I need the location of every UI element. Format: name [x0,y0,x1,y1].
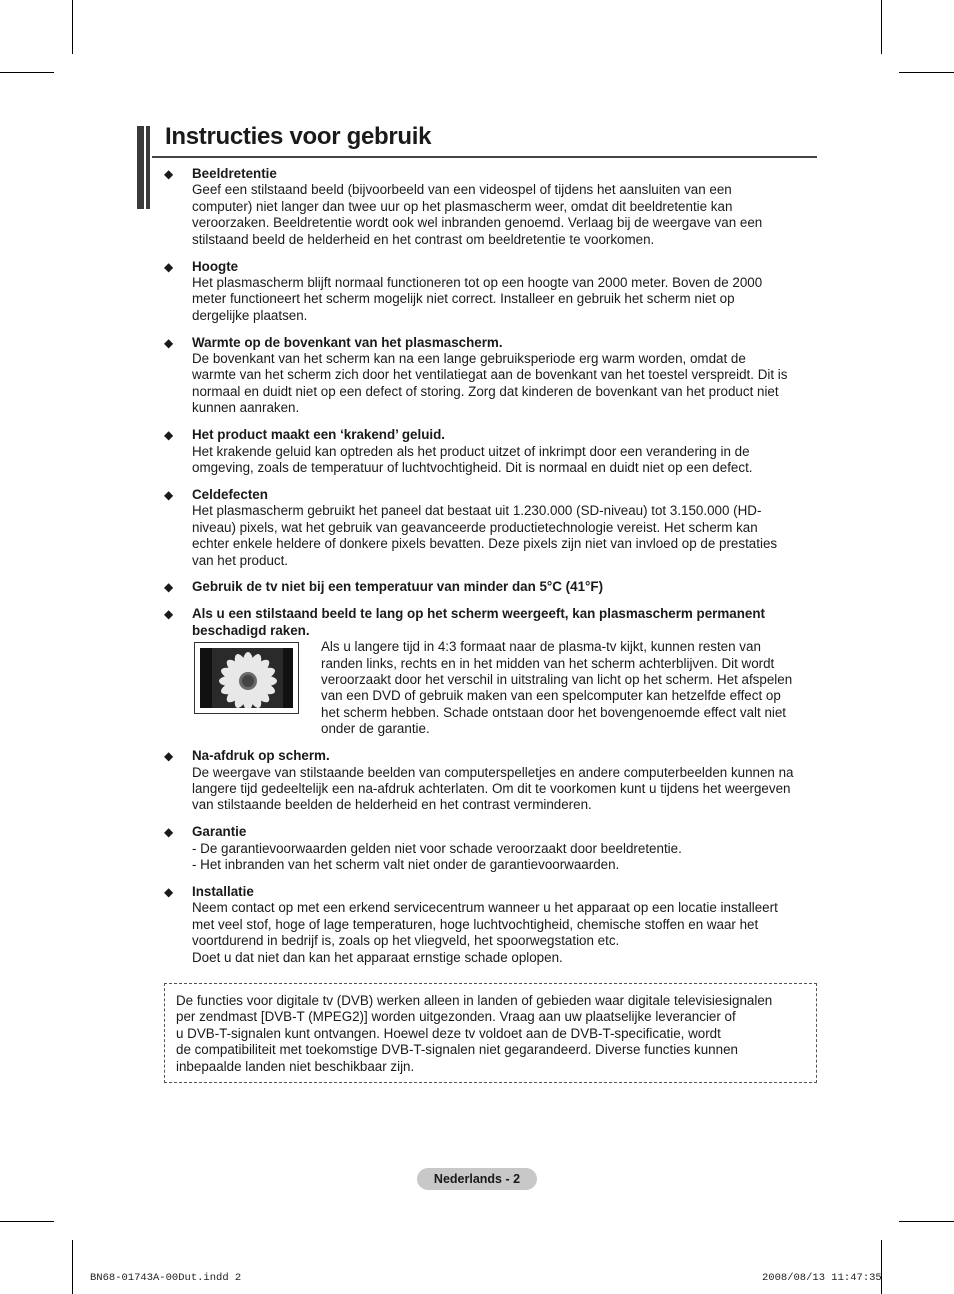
item-text: Als u langere tijd in 4:3 formaat naar de plasma-tv kijkt, kunnen resten van [321,639,761,655]
notice-box [164,983,817,1083]
item-title: Celdefecten [192,486,268,502]
item-title: Warmte op de bovenkant van het plasmascherm. [192,334,503,350]
item-text: voortdurend in bedrijf is, zoals op het vliegveld, het spoorwegstation etc. [192,933,620,949]
item-text: normaal en duidt niet op een defect of storing. Zorg dat kinderen de bovenkant van het product niet [192,383,779,399]
item-title: beschadigd raken. [192,622,310,638]
item-text: warmte van het scherm zich door het ventilatiegat aan de bovenkant van het toestel verspreidt. Dit is [192,367,788,383]
flower-on-screen-image [200,648,293,708]
notice-text: De functies voor digitale tv (DVB) werken alleen in landen of gebieden waar digitale televisiesignalen [176,993,773,1008]
list-item [164,748,820,814]
screen-thumbnail [194,642,299,714]
item-text: - De garantievoorwaarden gelden niet voor schade veroorzaakt door beeldretentie. [192,840,682,856]
item-text: randen links, rechts en in het midden van het scherm achterblijven. Dit wordt [321,655,775,671]
list-item [164,884,820,966]
notice-text: inbepaalde landen niet beschikbaar zijn. [176,1058,415,1074]
item-title: Als u een stilstaand beeld te lang op het scherm weergeeft, kan plasmascherm permanent [192,606,766,622]
item-text: Het plasmascherm gebruikt het paneel dat bestaat uit 1.230.000 (SD-niveau) tot 3.150.000 (HD- [192,503,762,519]
item-text: van het product. [192,552,289,568]
diamond-bullet-icon: ◆ [164,335,174,350]
item-text: veroorzaken. Beeldretentie wordt ook wel inbranden genoemd. Verlaag bij de weergave van een [192,215,763,231]
diamond-bullet-icon: ◆ [164,259,174,274]
item-text: het scherm hebben. Schade ontstaan door het bovengenoemde effect valt niet [321,704,787,720]
list-item [164,166,820,248]
crop-mark [72,0,73,54]
item-title: Na-afdruk op scherm. [192,748,330,764]
crop-mark [881,1240,882,1294]
diamond-bullet-icon: ◆ [164,428,174,443]
list-item [164,259,820,325]
item-text: Neem contact op met een erkend servicecentrum wanneer u het apparaat op een locatie installeert [192,900,778,916]
item-text: computer) niet langer dan twee uur op het plasmascherm weer, omdat dit beeldretentie kan [192,198,733,214]
item-text: - Het inbranden van het scherm valt niet onder de garantievoorwaarden. [192,857,620,873]
crop-mark [881,0,882,54]
diamond-bullet-icon: ◆ [164,749,174,764]
list-item [164,824,820,873]
item-title: Gebruik de tv niet bij een temperatuur van minder dan 5°C (41°F) [192,579,604,595]
notice-text: u DVB-T-signalen kunt ontvangen. Hoewel deze tv voldoet aan de DVB-T-specificatie, wordt [176,1025,721,1041]
notice-text: per zendmast [DVB-T (MPEG2)] worden uitgezonden. Vraag aan uw plaatselijke leverancier of [176,1009,736,1025]
diamond-bullet-icon: ◆ [164,607,174,622]
title-rule [152,156,817,158]
item-title: Het product maakt een ‘krakend’ geluid. [192,427,446,443]
image-caption [321,639,820,737]
item-text: Geef een stilstaand beeld (bijvoorbeeld van een videospel of tijdens het aansluiten van een [192,182,732,198]
item-title: Hoogte [192,258,239,274]
page-footer: Nederlands - 2 [417,1168,537,1190]
diamond-bullet-icon: ◆ [164,167,174,181]
item-text: dergelijke plaatsen. [192,307,308,323]
item-text: langere tijd gedeeltelijk een na-afdruk achterlaten. Om dit te voorkomen kunt u tijdens het weergeven [192,780,791,796]
item-text: niveau) pixels, wat het gebruik van geavanceerde productietechnologie vereist. Het scherm kan [192,519,758,535]
list-item [164,427,820,476]
crop-mark [0,1221,54,1222]
title-decoration [137,126,151,209]
item-text: echter enkele heldere of donkere pixels bevatten. Deze pixels zijn niet van invloed op de prestaties [192,536,778,552]
item-text: onder de garantie. [321,721,430,737]
notice-text: de compatibiliteit met toekomstige DVB-T-signalen niet gegarandeerd. Diverse functies kunnen [176,1042,738,1058]
item-text: met veel stof, hoge of lage temperaturen, hoge luchtvochtigheid, chemische stoffen en waar het [192,916,759,932]
diamond-bullet-icon: ◆ [164,884,174,899]
image-row [192,639,820,737]
item-text: Het krakende geluid kan optreden als het product uitzet of inkrimpt door een verandering in de [192,443,750,459]
file-slug: BN68-01743A-00Dut.indd 2 [90,1272,242,1284]
item-title: Beeldretentie [192,166,277,181]
item-title: Garantie [192,824,247,840]
diamond-bullet-icon: ◆ [164,825,174,840]
item-text: omgeving, zoals de temperatuur of luchtvochtigheid. Dit is normaal en duidt niet op een defect. [192,460,753,475]
item-text: Het plasmascherm blijft normaal functioneren tot op een hoogte van 2000 meter. Boven de 2000 [192,274,763,290]
item-text: De bovenkant van het scherm kan na een lange gebruiksperiode erg warm worden, omdat de [192,351,746,367]
item-text: stilstaand beeld de helderheid en het contrast om beeldretentie te voorkomen. [192,231,655,247]
item-text: meter functioneert het scherm mogelijk niet correct. Installeer en gebruik het scherm niet op [192,291,735,307]
list-item [164,579,820,595]
crop-mark [899,72,954,73]
item-text: veroorzaakt door het verschil in uitstraling van licht op het scherm. Het afspelen [321,671,793,687]
item-text: kunnen aanraken. [192,400,300,416]
crop-mark [899,1221,954,1222]
date-slug: 2008/08/13 11:47:35 [762,1272,882,1284]
item-text: van stilstaande beelden de helderheid en het contrast verminderen. [192,797,592,813]
list-item [164,606,820,737]
list-item [164,487,820,569]
diamond-bullet-icon: ◆ [164,580,174,595]
crop-mark [72,1240,73,1294]
item-text: De weergave van stilstaande beelden van computerspelletjes en andere computerbeelden kunnen na [192,764,794,780]
item-text: Doet u dat niet dan kan het apparaat ernstige schade oplopen. [192,949,563,965]
item-text: van een DVD of gebruik maken van een spelcomputer kan hetzelfde effect op [321,688,781,704]
page-title: Instructies voor gebruik [165,123,432,150]
diamond-bullet-icon: ◆ [164,487,174,502]
list-item [164,335,820,417]
crop-mark [0,72,54,73]
content [164,166,820,976]
item-title: Installatie [192,883,254,899]
